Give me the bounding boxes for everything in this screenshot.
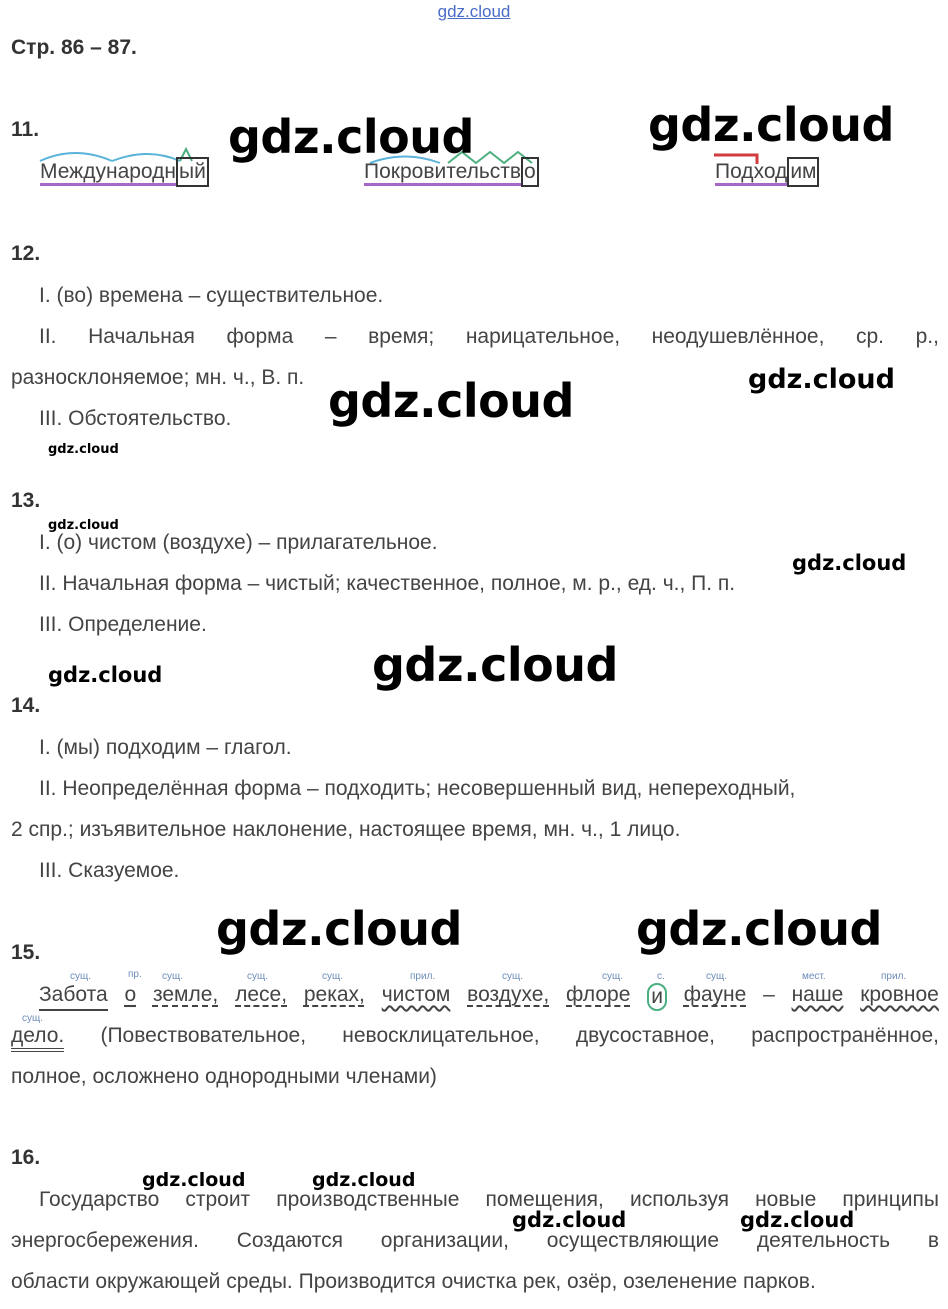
- watermark: gdz.cloud: [648, 98, 894, 152]
- watermark: gdz.cloud: [792, 551, 907, 575]
- ex14-line-3: 2 спр.; изъявительное наклонение, настоящее время, мн. ч., 1 лицо.: [11, 818, 681, 841]
- word-podkhodim: [715, 157, 819, 187]
- sentence-word: реках,: [303, 983, 365, 1006]
- exercise-13-number: 13.: [11, 489, 41, 512]
- watermark: gdz.cloud: [748, 364, 895, 395]
- word: нарицательное,: [465, 325, 621, 348]
- page-header: Стр. 86 – 87.: [11, 36, 137, 59]
- subject-word: Забота: [39, 983, 108, 1011]
- ex13-line-2: II. Начальная форма – чистый; качественное, полное, м. р., ед. ч., П. п.: [39, 572, 736, 595]
- word: двусоставное,: [575, 1024, 716, 1047]
- watermark: gdz.cloud: [372, 638, 618, 692]
- exercise-12-number: 12.: [11, 242, 41, 265]
- watermark: gdz.cloud: [48, 663, 163, 687]
- dash-mark: –: [763, 983, 775, 1006]
- watermark: gdz.cloud: [228, 110, 474, 164]
- watermark: gdz.cloud: [512, 1208, 627, 1232]
- watermark: gdz.cloud: [48, 442, 119, 457]
- exercise-16-number: 16.: [11, 1146, 41, 1169]
- word: (Повествовательное,: [100, 1024, 307, 1047]
- sentence-word: чистом: [381, 983, 451, 1006]
- word: новые: [755, 1188, 817, 1211]
- word: ср.: [856, 325, 885, 348]
- word: Начальная: [88, 325, 195, 348]
- pos-label: сущ.: [22, 1013, 44, 1024]
- sentence-word: наше: [791, 983, 844, 1006]
- pos-label: пр.: [128, 969, 142, 980]
- word: осуществляющие: [546, 1229, 720, 1252]
- exercise-15-number: 15.: [11, 941, 41, 964]
- conjunction-word: и: [647, 983, 667, 1011]
- top-watermark[interactable]: gdz.cloud: [437, 2, 511, 21]
- word: форма: [226, 325, 294, 348]
- word: принципы: [842, 1188, 939, 1211]
- word: энергосбережения.: [11, 1229, 199, 1252]
- ex12-line-3: разносклоняемое; мн. ч., В. п.: [11, 366, 305, 389]
- ex13-line-3: III. Определение.: [39, 613, 207, 636]
- predicate-word: дело.: [11, 1024, 64, 1052]
- word-base: Международн: [40, 160, 176, 186]
- ex15-sentence-line-1: [39, 983, 939, 1011]
- ex14-line-4: III. Сказуемое.: [39, 859, 180, 882]
- word: деятельность: [756, 1229, 891, 1252]
- pos-label: с.: [657, 971, 665, 982]
- word-mezhdunarodnyi: [40, 157, 209, 187]
- pos-label: сущ.: [602, 971, 624, 982]
- sentence-word: о: [124, 983, 137, 1006]
- pos-label: мест.: [802, 971, 826, 982]
- word: используя: [629, 1188, 730, 1211]
- pos-label: прил.: [881, 971, 907, 982]
- ex15-sentence-line-2: [11, 1024, 939, 1052]
- pos-label: сущ.: [162, 971, 184, 982]
- pos-label: сущ.: [247, 971, 269, 982]
- ex14-line-1: I. (мы) подходим – глагол.: [39, 736, 292, 759]
- word: неодушевлённое,: [651, 325, 825, 348]
- pos-label: сущ.: [502, 971, 524, 982]
- word: в: [927, 1229, 939, 1252]
- ex15-line-3: полное, осложнено однородными членами): [11, 1065, 437, 1088]
- exercise-11-number: 11.: [11, 118, 40, 141]
- word-ending: ый: [176, 157, 209, 187]
- word: распространённое,: [751, 1024, 939, 1047]
- sentence-word: флоре: [566, 983, 631, 1006]
- watermark: gdz.cloud: [48, 518, 119, 533]
- ex16-line-2: [11, 1229, 939, 1253]
- sentence-word: земле,: [152, 983, 219, 1006]
- word: –: [324, 325, 337, 348]
- exercise-14-number: 14.: [11, 694, 41, 717]
- ex12-line-2: [39, 325, 939, 349]
- watermark: gdz.cloud: [312, 1169, 416, 1191]
- word: Создаются: [236, 1229, 343, 1252]
- word-base: Покровительств: [364, 160, 521, 186]
- watermark: gdz.cloud: [740, 1208, 855, 1232]
- pos-label: прил.: [410, 971, 436, 982]
- watermark: gdz.cloud: [142, 1169, 246, 1191]
- watermark: gdz.cloud: [216, 902, 462, 956]
- word: помещения,: [485, 1188, 604, 1211]
- pos-label: сущ.: [70, 971, 92, 982]
- sentence-word: лесе,: [235, 983, 288, 1006]
- ex12-line-4: III. Обстоятельство.: [39, 407, 232, 430]
- watermark: gdz.cloud: [636, 902, 882, 956]
- word: строит: [185, 1188, 251, 1211]
- ex13-line-1: I. (о) чистом (воздухе) – прилагательное.: [39, 531, 438, 554]
- word: р.,: [915, 325, 939, 348]
- word: время;: [368, 325, 435, 348]
- word: организации,: [380, 1229, 509, 1252]
- ex16-line-3: области окружающей среды. Производится очистка рек, озёр, озеленение парков.: [11, 1270, 816, 1293]
- word-ending: им: [787, 157, 819, 187]
- word: невосклицательное,: [342, 1024, 540, 1047]
- pos-label: сущ.: [322, 971, 344, 982]
- word: производственные: [276, 1188, 460, 1211]
- ex12-line-1: I. (во) времена – существительное.: [39, 284, 384, 307]
- sentence-word: фауне: [683, 983, 747, 1006]
- word-base: Подход: [715, 160, 787, 186]
- ex14-line-2: II. Неопределённая форма – подходить; несовершенный вид, непереходный,: [39, 777, 796, 800]
- word: Государство: [39, 1188, 160, 1211]
- watermark: gdz.cloud: [328, 374, 574, 428]
- sentence-word: воздухе,: [467, 983, 550, 1006]
- sentence-word: кровное: [860, 983, 939, 1006]
- pos-label: сущ.: [706, 971, 728, 982]
- word: II.: [39, 325, 57, 348]
- word-ending: о: [521, 157, 539, 187]
